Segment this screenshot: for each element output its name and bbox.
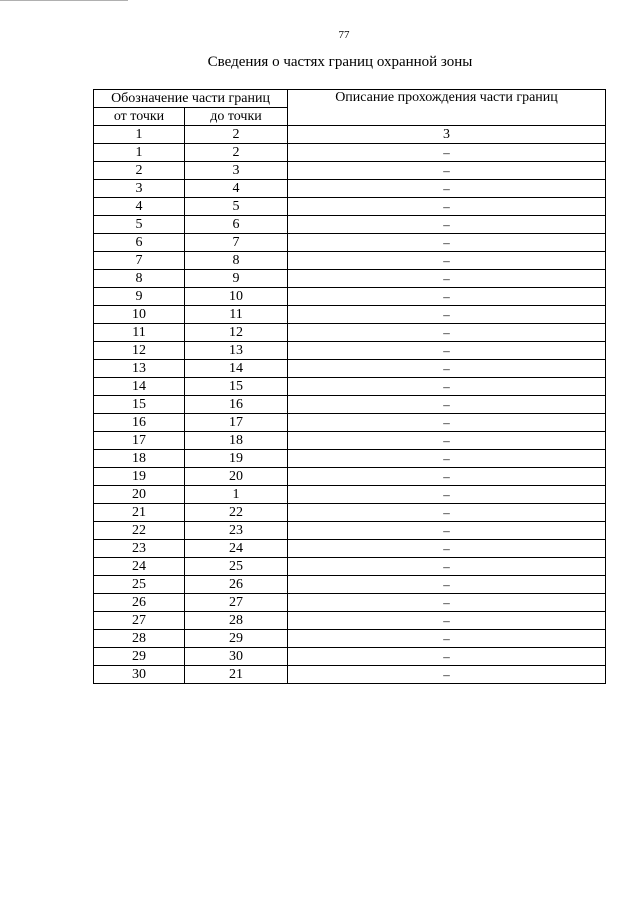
table-row [94,162,606,180]
column-number: 2 [185,126,288,144]
to-point-cell: 25 [185,558,288,576]
header-row-group [94,90,606,108]
to-point-cell: 28 [185,612,288,630]
table-row [94,270,606,288]
from-point-cell: 21 [94,504,185,522]
from-point-cell: 9 [94,288,185,306]
description-cell: – [288,414,606,432]
to-point-cell: 27 [185,594,288,612]
to-point-cell: 14 [185,360,288,378]
table-row [94,486,606,504]
from-point-cell: 6 [94,234,185,252]
from-point-cell: 3 [94,180,185,198]
table-row [94,288,606,306]
description-cell: – [288,198,606,216]
from-point-cell: 23 [94,540,185,558]
description-cell: – [288,324,606,342]
to-point-cell: 5 [185,198,288,216]
to-point-cell: 30 [185,648,288,666]
from-point-cell: 16 [94,414,185,432]
table-row [94,144,606,162]
description-cell: – [288,522,606,540]
page-title: Сведения о частях границ охранной зоны [207,54,473,70]
description-cell: – [288,378,606,396]
table-row [94,630,606,648]
from-point-cell: 22 [94,522,185,540]
to-point-cell: 11 [185,306,288,324]
from-point-cell: 15 [94,396,185,414]
table-row [94,648,606,666]
table-row [94,234,606,252]
description-cell: – [288,288,606,306]
to-point-cell: 15 [185,378,288,396]
from-point-cell: 11 [94,324,185,342]
from-point-cell: 14 [94,378,185,396]
from-point-cell: 17 [94,432,185,450]
description-cell: – [288,180,606,198]
description-cell: – [288,504,606,522]
to-point-cell: 24 [185,540,288,558]
description-cell: – [288,432,606,450]
description-cell: – [288,612,606,630]
description-cell: – [288,486,606,504]
from-point-header: от точки [94,108,185,126]
from-point-cell: 12 [94,342,185,360]
group-header: Обозначение части границ [94,90,288,108]
from-point-cell: 24 [94,558,185,576]
table-row [94,342,606,360]
table-row [94,540,606,558]
to-point-cell: 10 [185,288,288,306]
description-cell: – [288,270,606,288]
table-row [94,396,606,414]
description-cell: – [288,396,606,414]
to-point-cell: 29 [185,630,288,648]
to-point-cell: 21 [185,666,288,684]
from-point-cell: 10 [94,306,185,324]
to-point-cell: 17 [185,414,288,432]
table-row [94,306,606,324]
table-row [94,180,606,198]
to-point-header: до точки [185,108,288,126]
table-row [94,576,606,594]
to-point-cell: 3 [185,162,288,180]
to-point-cell: 8 [185,252,288,270]
table-row [94,612,606,630]
description-cell: – [288,234,606,252]
table-row [94,468,606,486]
table-row [94,522,606,540]
page-number: 77 [338,29,350,41]
to-point-cell: 9 [185,270,288,288]
table-row [94,414,606,432]
boundary-parts-table [93,89,606,684]
table-row [94,666,606,684]
to-point-cell: 2 [185,144,288,162]
column-number: 1 [94,126,185,144]
to-point-cell: 12 [185,324,288,342]
description-cell: – [288,540,606,558]
table-row [94,594,606,612]
description-cell: – [288,666,606,684]
from-point-cell: 20 [94,486,185,504]
from-point-cell: 18 [94,450,185,468]
description-cell: – [288,360,606,378]
to-point-cell: 1 [185,486,288,504]
description-cell: – [288,630,606,648]
table-row [94,360,606,378]
description-cell: – [288,558,606,576]
description-cell: – [288,468,606,486]
table-row [94,324,606,342]
from-point-cell: 27 [94,612,185,630]
from-point-cell: 29 [94,648,185,666]
from-point-cell: 30 [94,666,185,684]
description-cell: – [288,576,606,594]
to-point-cell: 13 [185,342,288,360]
table-row [94,378,606,396]
from-point-cell: 4 [94,198,185,216]
table-row [94,558,606,576]
table-row [94,198,606,216]
to-point-cell: 4 [185,180,288,198]
description-cell: – [288,342,606,360]
from-point-cell: 19 [94,468,185,486]
description-cell: – [288,252,606,270]
description-cell: – [288,216,606,234]
from-point-cell: 25 [94,576,185,594]
to-point-cell: 22 [185,504,288,522]
from-point-cell: 28 [94,630,185,648]
from-point-cell: 2 [94,162,185,180]
table-row [94,216,606,234]
table-row [94,252,606,270]
from-point-cell: 1 [94,144,185,162]
from-point-cell: 26 [94,594,185,612]
from-point-cell: 7 [94,252,185,270]
description-cell: – [288,144,606,162]
to-point-cell: 19 [185,450,288,468]
description-cell: – [288,162,606,180]
to-point-cell: 23 [185,522,288,540]
to-point-cell: 6 [185,216,288,234]
column-number: 3 [288,126,606,144]
table-body [94,144,606,684]
description-cell: – [288,450,606,468]
to-point-cell: 18 [185,432,288,450]
description-header: Описание прохождения части границ [288,90,606,126]
table-row [94,432,606,450]
to-point-cell: 7 [185,234,288,252]
table-row [94,504,606,522]
from-point-cell: 8 [94,270,185,288]
to-point-cell: 26 [185,576,288,594]
description-cell: – [288,648,606,666]
corner-mark [0,0,128,1]
from-point-cell: 5 [94,216,185,234]
description-cell: – [288,306,606,324]
description-cell: – [288,594,606,612]
column-numbering-row [94,126,606,144]
to-point-cell: 20 [185,468,288,486]
from-point-cell: 13 [94,360,185,378]
table-row [94,450,606,468]
to-point-cell: 16 [185,396,288,414]
